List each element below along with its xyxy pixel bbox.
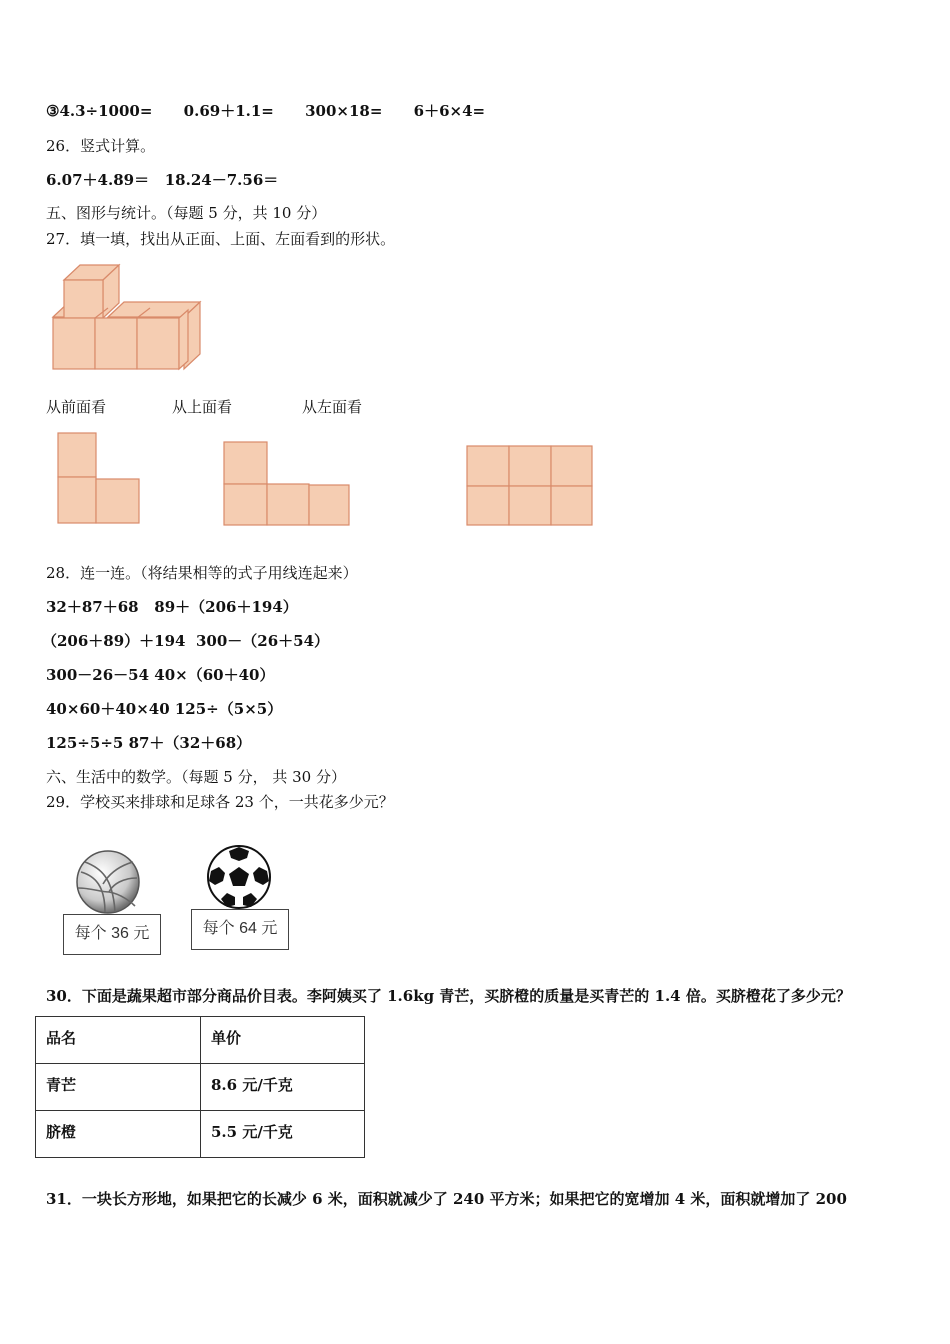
q25-c: 300×18= [305,102,383,120]
q28-right: 125÷（5×5） [174,700,283,718]
table-cell-name: 青芒 [36,1064,201,1111]
q26-a: 6.07＋4.89＝ [46,171,150,189]
soccer-price-box: 每个 64 元 [191,909,289,950]
q25-line [46,101,485,121]
table-cell-price: 8.6 元/千克 [201,1064,365,1111]
label-front-view: 从前面看 [46,398,107,416]
soccer-ball-image [205,843,273,911]
table-cell-price: 5.5 元/千克 [201,1111,365,1158]
q28-right: 300－（26＋54） [195,632,330,650]
q27-title: 27．填一填，找出从正面、上面、左面看到的形状。 [46,230,396,248]
cube-front [53,318,95,369]
section6-title: 六、生活中的数学。（每题 5 分， 共 30 分） [46,768,346,786]
q28-row [46,733,251,753]
cube-side [179,310,188,369]
table-header-name: 品名 [36,1017,201,1064]
cube-front [95,318,137,369]
q26-b: 18.24－7.56＝ [164,171,279,189]
cube-front [64,280,103,318]
q28-left: 40×60＋40×40 [46,700,170,718]
table-row [36,1111,365,1158]
q26-title: 26．竖式计算。 [46,137,156,155]
volleyball-price-box: 每个 36 元 [63,914,161,955]
q28-left: 125÷5÷5 [46,734,124,752]
q28-right: 87＋（32＋68） [128,734,252,752]
q26-line [46,170,278,190]
q25-d: 6＋6×4= [413,102,486,120]
label-left-view: 从左面看 [302,398,363,416]
view-shape-3 [464,443,596,529]
q28-row [42,631,329,651]
q28-row [46,597,298,617]
q28-left: 32＋87＋68 [46,598,139,616]
q30-title: 30．下面是蔬果超市部分商品价目表。李阿姨买了 1.6kg 青芒，买脐橙的质量是买青芒的 1.4 倍。买脐橙花了多少元？ [46,987,851,1005]
q29-title: 29．学校买来排球和足球各 23 个，一共花多少元？ [46,793,394,811]
view-shape-1 [55,430,145,528]
q28-left: （206＋89）＋194 [42,632,186,650]
table-row [36,1017,365,1064]
q25-b: 0.69＋1.1= [183,102,274,120]
q31-title: 31．一块长方形地，如果把它的长减少 6 米，面积就减少了 240 平方米；如果把它的宽增加 4 米，面积就增加了 200 [46,1190,847,1208]
q28-row [46,699,282,719]
label-top-view: 从上面看 [172,398,233,416]
q28-title: 28．连一连。（将结果相等的式子用线连起来） [46,564,358,582]
cube-front [137,318,179,369]
volleyball-image [73,848,143,916]
q25-a: ③4.3÷1000= [46,102,153,120]
cube-stack-figure [48,262,208,374]
table-cell-name: 脐橙 [36,1111,201,1158]
q28-row [46,665,275,685]
table-row [36,1064,365,1111]
q28-right: 89＋（206＋194） [154,598,298,616]
view-shape-2 [221,440,354,528]
section5-title: 五、图形与统计。（每题 5 分，共 10 分） [46,204,327,222]
q28-left: 300－26－54 [46,666,150,684]
q28-right: 40×（60＋40） [154,666,275,684]
price-table [35,1016,365,1158]
table-header-price: 单价 [201,1017,365,1064]
